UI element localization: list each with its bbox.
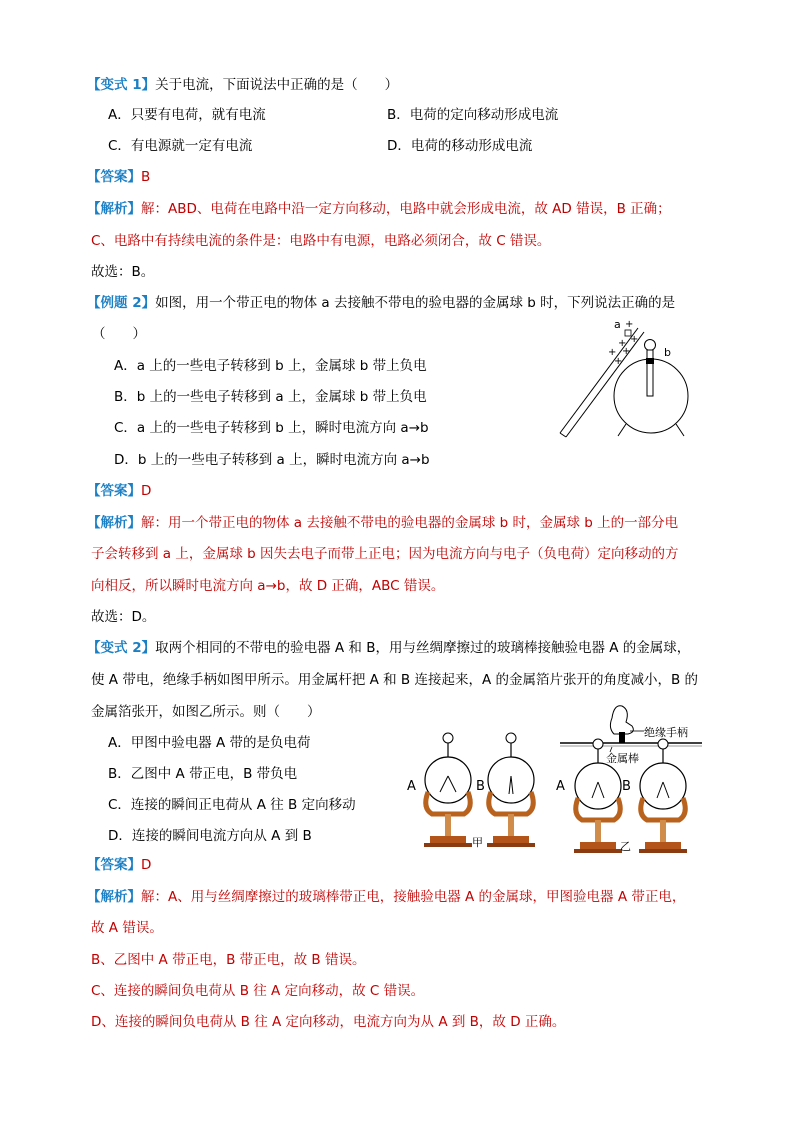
question-text: 取两个相同的不带电的验电器 A 和 B，用与丝绸摩擦过的玻璃棒接触验电器 A 的金属球，: [155, 640, 691, 656]
electroscopes-figure: [400, 700, 710, 855]
question-text: 使 A 带电，绝缘手柄如图甲所示。用金属杆把 A 和 B 连接起来，A 的金属箔片张开的角度减小，B 的: [91, 672, 699, 688]
electroscope-b-jia: [487, 733, 535, 847]
question-tag: 【例题 2】: [87, 295, 156, 311]
svg-text:+: +: [618, 338, 627, 349]
answer-value: D: [141, 857, 152, 873]
electroscope-figure: [550, 318, 690, 443]
explanation-text: B、乙图中 A 带正电，B 带正电，故 B 错误。: [91, 952, 366, 968]
explanation-text: D、连接的瞬间负电荷从 B 往 A 定向移动，电流方向为从 A 到 B，故 D 正确。: [91, 1014, 566, 1030]
answer-value: D: [141, 483, 152, 499]
option-c: C．连接的瞬间正电荷从 A 往 B 定向移动: [108, 797, 356, 813]
explanation-tag: 【解析】: [87, 515, 141, 531]
label-b: B: [622, 779, 631, 794]
conclusion-text: 故选：D。: [91, 609, 156, 625]
question-text: 如图，用一个带正电的物体 a 去接触不带电的验电器的金属球 b 时，下列说法正确的是: [155, 295, 676, 311]
explanation-text: 子会转移到 a 上，金属球 b 因失去电子而带上正电；因为电流方向与电子（负电荷）定向移动的方: [91, 546, 679, 562]
insulator: [646, 358, 654, 364]
explanation-text: 故 A 错误。: [91, 920, 163, 936]
electroscope-b-yi: [639, 739, 687, 853]
question-tag: 【变式 1】: [87, 77, 156, 93]
answer-tag: 【答案】: [87, 857, 141, 873]
explanation-text: 解：用一个带正电的物体 a 去接触不带电的验电器的金属球 b 时，金属球 b 上的一部分电: [141, 515, 679, 531]
option-b: B．乙图中 A 带正电，B 带负电: [108, 766, 298, 782]
answer-tag: 【答案】: [87, 483, 141, 499]
option-b: B．电荷的定向移动形成电流: [387, 107, 559, 123]
label-a: A: [556, 779, 565, 794]
answer-tag: 【答案】: [87, 169, 141, 185]
question-tag: 【变式 2】: [87, 640, 156, 656]
label-jia: 甲: [472, 836, 483, 849]
conclusion-text: 故选：B。: [91, 264, 155, 280]
handle: [619, 732, 625, 743]
svg-text:+: +: [614, 356, 623, 367]
option-b: B．b 上的一些电子转移到 a 上，金属球 b 带上负电: [114, 389, 427, 405]
option-c: C．有电源就一定有电流: [108, 138, 253, 154]
question-b2-stem: [87, 639, 690, 657]
label-yi: 乙: [620, 840, 631, 853]
label-a: A: [407, 779, 416, 794]
explanation-line: [87, 888, 685, 906]
explanation-line: [87, 514, 678, 532]
explanation-text: C、连接的瞬间负电荷从 B 往 A 定向移动，故 C 错误。: [91, 983, 425, 999]
svg-text:+: +: [622, 346, 631, 357]
explanation-line: [87, 200, 671, 218]
hand-icon: [610, 706, 633, 743]
explanation-text: 解：A、用与丝绸摩擦过的玻璃棒带正电，接触验电器 A 的金属球，甲图验电器 A 带正电，: [141, 889, 686, 905]
explanation-text: C、电路中有持续电流的条件是：电路中有电源，电路必须闭合，故 C 错误。: [91, 233, 551, 249]
label-b: B: [476, 779, 485, 794]
label-b: b: [664, 346, 671, 359]
explanation-text: 解：ABD、电荷在电路中沿一定方向移动，电路中就会形成电流，故 AD 错误，B 正确；: [141, 201, 671, 217]
answer-line: [87, 168, 150, 186]
answer-line: [87, 856, 151, 874]
option-a: A．甲图中验电器 A 带的是负电荷: [108, 735, 311, 751]
answer-line: [87, 482, 151, 500]
explanation-text: 向相反，所以瞬时电流方向 a→b，故 D 正确，ABC 错误。: [91, 578, 445, 594]
question-text: （ ）: [92, 326, 146, 342]
option-d: D．电荷的移动形成电流: [387, 138, 533, 154]
question-b1-stem: [87, 76, 398, 94]
option-c: C．a 上的一些电子转移到 b 上，瞬时电流方向 a→b: [114, 420, 429, 436]
label-a: a: [614, 318, 621, 331]
label-rod: 金属棒: [606, 752, 639, 765]
svg-text:+: +: [608, 347, 617, 358]
option-d: D．连接的瞬间电流方向从 A 到 B: [108, 828, 312, 844]
explanation-tag: 【解析】: [87, 889, 141, 905]
svg-text:+: +: [630, 334, 639, 345]
electroscope-a-jia: [424, 733, 472, 847]
option-a: A．a 上的一些电子转移到 b 上，金属球 b 带上负电: [114, 358, 427, 374]
option-d: D．b 上的一些电子转移到 a 上，瞬时电流方向 a→b: [114, 452, 430, 468]
explanation-tag: 【解析】: [87, 201, 141, 217]
answer-value: B: [141, 169, 151, 185]
option-a: A．只要有电荷，就有电流: [108, 107, 266, 123]
metal-rod: [647, 350, 653, 396]
question-e2-stem: [87, 294, 675, 312]
svg-text:+: +: [625, 319, 634, 330]
label-handle: 绝缘手柄: [644, 726, 688, 739]
question-text: 金属箔张开，如图乙所示。则（ ）: [91, 704, 321, 720]
metal-ball: [645, 340, 656, 351]
question-text: 关于电流，下面说法中正确的是（ ）: [155, 77, 399, 93]
